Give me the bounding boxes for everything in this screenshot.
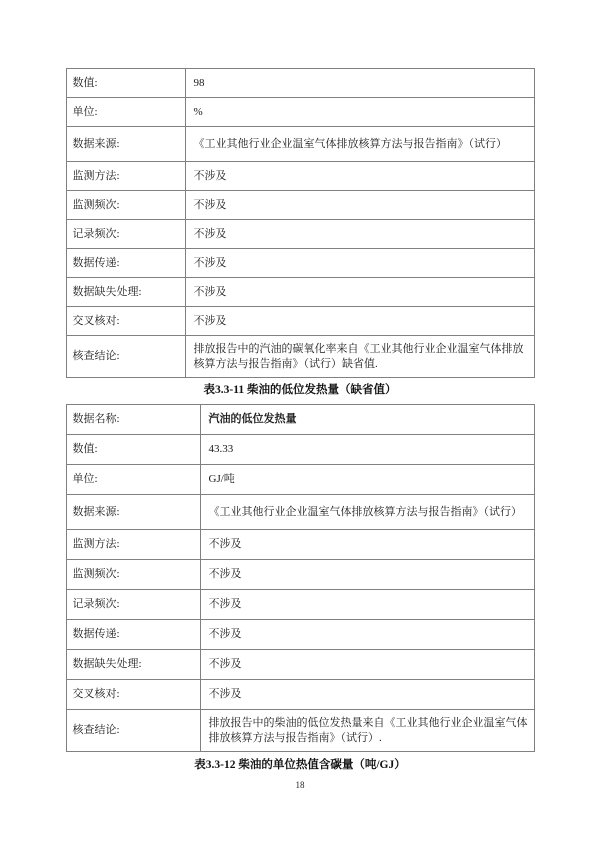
- row-value: 不涉及: [185, 220, 534, 249]
- row-value: 汽油的低位发热量: [200, 405, 534, 435]
- table-row: [66, 249, 534, 278]
- row-label: 记录频次:: [66, 220, 185, 249]
- table-row: [66, 162, 534, 191]
- row-label: 数据缺失处理:: [66, 278, 185, 307]
- row-label: 监测频次:: [66, 560, 200, 590]
- row-label: 数值:: [66, 435, 200, 465]
- row-label: 核查结论:: [66, 336, 185, 378]
- row-label: 数据来源:: [66, 495, 200, 530]
- verification-table-3-3-11-body: [66, 405, 534, 752]
- row-value: 《工业其他行业企业温室气体排放核算方法与报告指南》（试行）: [200, 495, 534, 530]
- row-value: 不涉及: [185, 162, 534, 191]
- row-label: 核查结论:: [66, 710, 200, 752]
- row-value: 排放报告中的汽油的碳氧化率来自《工业其他行业企业温室气体排放核算方法与报告指南》（试行）缺省值.: [185, 336, 534, 378]
- table-row: [66, 127, 534, 162]
- row-label: 数据来源:: [66, 127, 185, 162]
- table-row: [66, 98, 534, 127]
- row-value: 不涉及: [200, 620, 534, 650]
- row-label: 监测方法:: [66, 530, 200, 560]
- row-value: 不涉及: [200, 560, 534, 590]
- row-value: 不涉及: [185, 249, 534, 278]
- table-caption-3-3-11: 表3.3-11 柴油的低位发热量（缺省值）: [203, 384, 397, 396]
- table-row: [66, 307, 534, 336]
- table-row: [66, 191, 534, 220]
- table-row: [66, 530, 534, 560]
- table-row: [66, 405, 534, 435]
- table-row: [66, 620, 534, 650]
- row-value: 不涉及: [185, 191, 534, 220]
- table-row: [66, 278, 534, 307]
- verification-table-continuation-body: [66, 69, 534, 378]
- table-row: [66, 590, 534, 620]
- row-label: 单位:: [66, 465, 200, 495]
- table-row: [66, 69, 534, 98]
- page-number: 18: [295, 780, 305, 790]
- row-value: 排放报告中的柴油的低位发热量来自《工业其他行业企业温室气体排放核算方法与报告指南》（试行）.: [200, 710, 534, 752]
- table-row: [66, 560, 534, 590]
- row-value: 不涉及: [185, 278, 534, 307]
- row-label: 监测方法:: [66, 162, 185, 191]
- row-label: 监测频次:: [66, 191, 185, 220]
- table-row: [66, 336, 534, 378]
- row-label: 交叉核对:: [66, 680, 200, 710]
- table-caption-3-3-12: 表3.3-12 柴油的单位热值含碳量（吨/GJ）: [194, 759, 406, 771]
- row-value: 不涉及: [200, 650, 534, 680]
- row-value: 不涉及: [200, 530, 534, 560]
- row-label: 交叉核对:: [66, 307, 185, 336]
- table-row: [66, 435, 534, 465]
- row-value: 不涉及: [200, 680, 534, 710]
- row-value: 《工业其他行业企业温室气体排放核算方法与报告指南》（试行）: [185, 127, 534, 162]
- row-label: 数据传递:: [66, 249, 185, 278]
- verification-table-continuation: [66, 68, 535, 378]
- verification-table-3-3-11: [66, 404, 535, 752]
- page-content: [66, 0, 535, 772]
- table-row: [66, 710, 534, 752]
- row-value: %: [185, 98, 534, 127]
- row-value: 不涉及: [200, 590, 534, 620]
- table-row: [66, 680, 534, 710]
- row-label: 数值:: [66, 69, 185, 98]
- table-row: [66, 220, 534, 249]
- row-value: 不涉及: [185, 307, 534, 336]
- table-row: [66, 495, 534, 530]
- row-value: GJ/吨: [200, 465, 534, 495]
- row-label: 记录频次:: [66, 590, 200, 620]
- row-value: 43.33: [200, 435, 534, 465]
- row-label: 单位:: [66, 98, 185, 127]
- table-row: [66, 465, 534, 495]
- table-row: [66, 650, 534, 680]
- row-value: 98: [185, 69, 534, 98]
- row-label: 数据名称:: [66, 405, 200, 435]
- row-label: 数据缺失处理:: [66, 650, 200, 680]
- row-label: 数据传递:: [66, 620, 200, 650]
